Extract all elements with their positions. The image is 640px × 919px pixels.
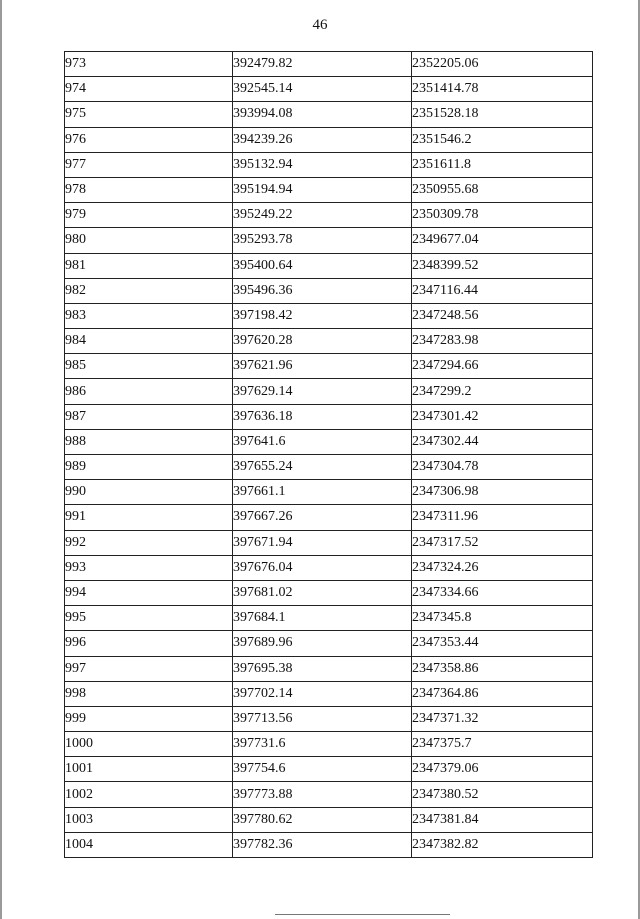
x-coordinate-cell: 397684.1 [233,606,412,631]
point-number-cell: 991 [65,505,233,530]
coordinates-table [64,51,593,858]
table-row [65,77,593,102]
y-coordinate-cell: 2352205.06 [412,52,593,77]
point-number-cell: 993 [65,555,233,580]
scan-edge-left [0,0,2,919]
table-row [65,177,593,202]
y-coordinate-cell: 2347380.52 [412,782,593,807]
point-number-cell: 975 [65,102,233,127]
y-coordinate-cell: 2351546.2 [412,127,593,152]
point-number-cell: 984 [65,329,233,354]
table-row [65,102,593,127]
y-coordinate-cell: 2347353.44 [412,631,593,656]
point-number-cell: 983 [65,303,233,328]
table-row [65,757,593,782]
y-coordinate-cell: 2351528.18 [412,102,593,127]
y-coordinate-cell: 2347382.82 [412,832,593,857]
point-number-cell: 998 [65,681,233,706]
y-coordinate-cell: 2349677.04 [412,228,593,253]
table-row [65,379,593,404]
x-coordinate-cell: 395293.78 [233,228,412,253]
x-coordinate-cell: 392479.82 [233,52,412,77]
table-row [65,429,593,454]
table-row [65,480,593,505]
point-number-cell: 996 [65,631,233,656]
y-coordinate-cell: 2347371.32 [412,706,593,731]
x-coordinate-cell: 395496.36 [233,278,412,303]
point-number-cell: 987 [65,404,233,429]
point-number-cell: 977 [65,152,233,177]
y-coordinate-cell: 2347301.42 [412,404,593,429]
x-coordinate-cell: 397731.6 [233,732,412,757]
y-coordinate-cell: 2347311.96 [412,505,593,530]
y-coordinate-cell: 2347324.26 [412,555,593,580]
point-number-cell: 973 [65,52,233,77]
table-row [65,303,593,328]
y-coordinate-cell: 2347358.86 [412,656,593,681]
table-row [65,706,593,731]
point-number-cell: 985 [65,354,233,379]
table-row [65,732,593,757]
table-row [65,228,593,253]
point-number-cell: 994 [65,580,233,605]
point-number-cell: 995 [65,606,233,631]
page-number: 46 [312,17,328,33]
x-coordinate-cell: 394239.26 [233,127,412,152]
y-coordinate-cell: 2347306.98 [412,480,593,505]
point-number-cell: 997 [65,656,233,681]
y-coordinate-cell: 2347375.7 [412,732,593,757]
table-row [65,530,593,555]
x-coordinate-cell: 397621.96 [233,354,412,379]
table-row [65,52,593,77]
table-row [65,505,593,530]
table-row [65,329,593,354]
table-row [65,782,593,807]
table-row [65,404,593,429]
y-coordinate-cell: 2347317.52 [412,530,593,555]
x-coordinate-cell: 397655.24 [233,455,412,480]
point-number-cell: 1000 [65,732,233,757]
x-coordinate-cell: 397667.26 [233,505,412,530]
x-coordinate-cell: 397198.42 [233,303,412,328]
table-row [65,152,593,177]
table-row [65,832,593,857]
point-number-cell: 980 [65,228,233,253]
x-coordinate-cell: 393994.08 [233,102,412,127]
point-number-cell: 974 [65,77,233,102]
point-number-cell: 1002 [65,782,233,807]
table-row [65,807,593,832]
table-row [65,631,593,656]
table-row [65,606,593,631]
y-coordinate-cell: 2347334.66 [412,580,593,605]
x-coordinate-cell: 397782.36 [233,832,412,857]
y-coordinate-cell: 2350309.78 [412,203,593,228]
point-number-cell: 986 [65,379,233,404]
table-row [65,555,593,580]
table-row [65,455,593,480]
table-row [65,203,593,228]
x-coordinate-cell: 397636.18 [233,404,412,429]
x-coordinate-cell: 395132.94 [233,152,412,177]
point-number-cell: 1001 [65,757,233,782]
x-coordinate-cell: 397681.02 [233,580,412,605]
y-coordinate-cell: 2347345.8 [412,606,593,631]
table-row [65,580,593,605]
x-coordinate-cell: 397676.04 [233,555,412,580]
x-coordinate-cell: 397780.62 [233,807,412,832]
y-coordinate-cell: 2347302.44 [412,429,593,454]
y-coordinate-cell: 2351611.8 [412,152,593,177]
point-number-cell: 1003 [65,807,233,832]
x-coordinate-cell: 397695.38 [233,656,412,681]
x-coordinate-cell: 397754.6 [233,757,412,782]
y-coordinate-cell: 2347283.98 [412,329,593,354]
y-coordinate-cell: 2347304.78 [412,455,593,480]
point-number-cell: 982 [65,278,233,303]
y-coordinate-cell: 2347116.44 [412,278,593,303]
table-row [65,253,593,278]
x-coordinate-cell: 392545.14 [233,77,412,102]
point-number-cell: 976 [65,127,233,152]
y-coordinate-cell: 2347248.56 [412,303,593,328]
point-number-cell: 992 [65,530,233,555]
point-number-cell: 989 [65,455,233,480]
y-coordinate-cell: 2347294.66 [412,354,593,379]
x-coordinate-cell: 397671.94 [233,530,412,555]
point-number-cell: 981 [65,253,233,278]
y-coordinate-cell: 2348399.52 [412,253,593,278]
table-row [65,354,593,379]
x-coordinate-cell: 397629.14 [233,379,412,404]
x-coordinate-cell: 395194.94 [233,177,412,202]
x-coordinate-cell: 395249.22 [233,203,412,228]
table-row [65,278,593,303]
x-coordinate-cell: 397641.6 [233,429,412,454]
y-coordinate-cell: 2347364.86 [412,681,593,706]
x-coordinate-cell: 397661.1 [233,480,412,505]
x-coordinate-cell: 397620.28 [233,329,412,354]
point-number-cell: 1004 [65,832,233,857]
point-number-cell: 988 [65,429,233,454]
point-number-cell: 990 [65,480,233,505]
x-coordinate-cell: 397773.88 [233,782,412,807]
bottom-scan-line [275,914,450,915]
x-coordinate-cell: 397713.56 [233,706,412,731]
point-number-cell: 979 [65,203,233,228]
table-row [65,681,593,706]
y-coordinate-cell: 2350955.68 [412,177,593,202]
point-number-cell: 978 [65,177,233,202]
table-row [65,127,593,152]
y-coordinate-cell: 2351414.78 [412,77,593,102]
table-row [65,656,593,681]
y-coordinate-cell: 2347381.84 [412,807,593,832]
coordinates-table-body [65,52,593,858]
x-coordinate-cell: 395400.64 [233,253,412,278]
x-coordinate-cell: 397702.14 [233,681,412,706]
x-coordinate-cell: 397689.96 [233,631,412,656]
y-coordinate-cell: 2347379.06 [412,757,593,782]
y-coordinate-cell: 2347299.2 [412,379,593,404]
point-number-cell: 999 [65,706,233,731]
